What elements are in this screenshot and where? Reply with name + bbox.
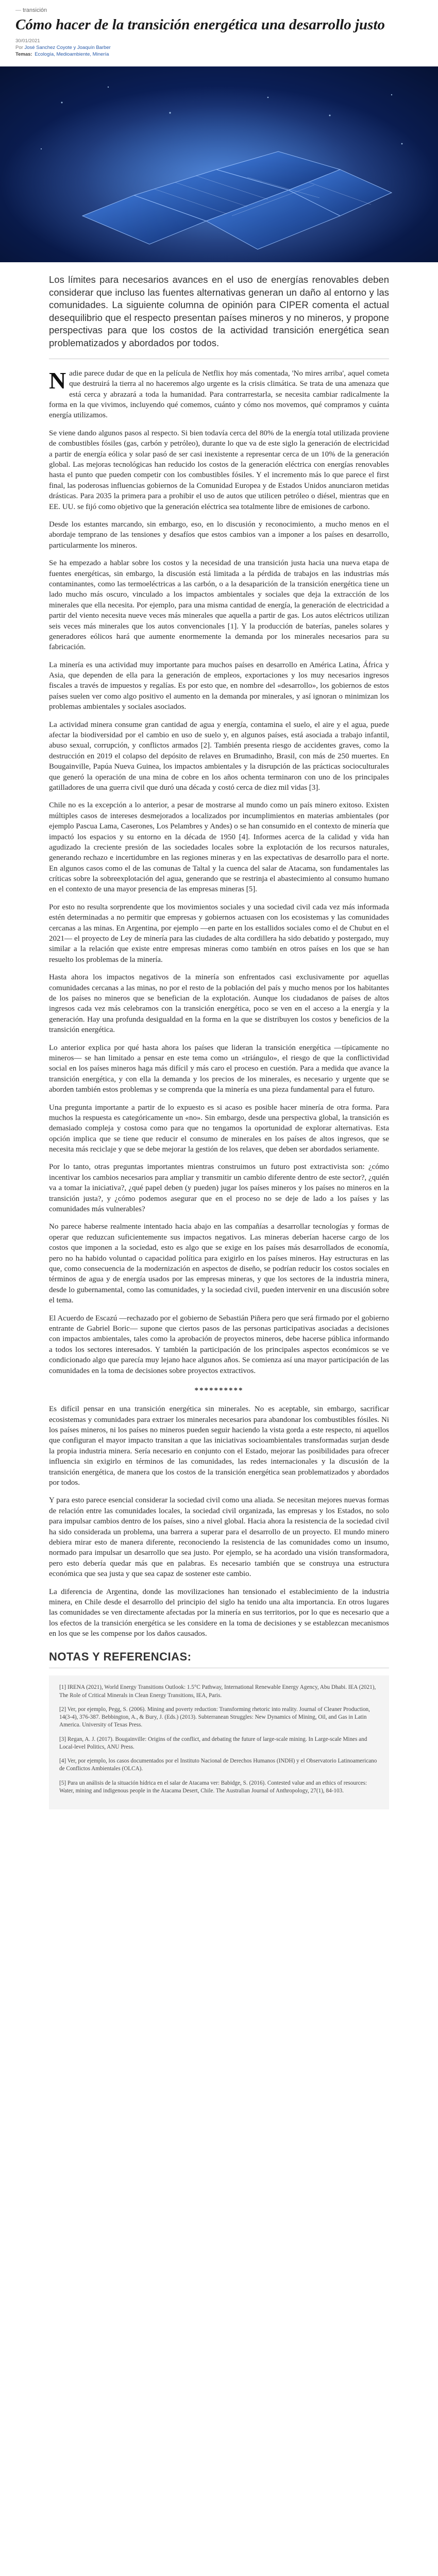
body-paragraph: La minería es una actividad muy importante para muchos países en desarrollo en América Latina, África y Asia, que dependen de ella para la generación de empleos, exportaciones y los muy necesarios ingresos fiscales a través de impuestos y regalías. Es por esto que, en nombre del «desarrollo», los gobiernos de estos países suelen ver como algo positivo el aumento en la demanda por minerales, y así ignoran o minimizan los problemas ambientales y sociales asociados.: [49, 660, 389, 711]
article-body: [49, 368, 389, 1639]
authors-link[interactable]: José Sanchez Coyote y Joaquín Barber: [24, 45, 111, 51]
topics-label: Temas:: [15, 52, 32, 58]
article-date: 30/01/2021: [15, 38, 40, 44]
body-paragraph: El Acuerdo de Escazú —rechazado por el gobierno de Sebastián Piñera pero que será firmado por el gobierno entrante de Gabriel Boric— supone que ciertos pasos de las personas participativas asociadas a decisiones con impactos ambientales, tales como la aprobación de proyectos mineros, debe hacerse pública informando a todos los sectores interesados. Y también la participación de los principales aspectos económicos se ve condicionado algo que parecía muy lejano hace algunos años. Se comienza así una mayor participación de las comunidades en la toma de decisiones sobre proyectos extractivos.: [49, 1314, 389, 1375]
notes-list: [49, 1675, 389, 1809]
body-paragraph: Por esto no resulta sorprendente que los movimientos sociales y una sociedad civil cada vez más informada estén determinadas a no permitir que empresas y gobiernos actuasen con los ecosistemas y las comunidades cercanas a las minas. En Argentina, por ejemplo —en parte en los estallidos sociales como el de Chubut en el 2021— el proyecto de Ley de minería para las ciudades de alta cordillera ha sido debatido y postergado, muy similar a la relación que existe entre empresas mineras como también en otros países en los que se han resuelto los problemas de la minería.: [49, 903, 389, 964]
note-item: [1] IRENA (2021), World Energy Transitions Outlook: 1.5°C Pathway, International Renewable Energy Agency, Abu Dhabi. IEA (2021), The Role of Critical Minerals in Clean Energy Transitions, IEA, Paris.: [59, 1684, 376, 1699]
solar-panels-illustration: [0, 66, 438, 262]
article-abstract: Los límites para necesarios avances en el uso de energías renovables deben considerar que incluso las fuentes alternativas generan un daño al entorno y las comunidades. La siguiente columna de opinión para CIPER comenta el actual desequilibrio que el respecto presentan países mineros y no mineros, y propone perspectivas para que los costos de la actividad transición energética sean problematizados y abordados por todos.: [49, 274, 389, 348]
body-paragraph: Lo anterior explica por qué hasta ahora los países que lideran la transición energética —típicamente no mineros— se han limitado a pensar en este tema como un «triángulo», el riesgo de que la conflictividad social en los países mineros haga más difícil y más caro el proceso en cuestión. Para a medida que avance la transición energética, y con ella la demanda y los precios de los minerales, es necesario y urgente que se aborden también estos problemas y se comprenda que la minería es una pieza fundamental para el futuro.: [49, 1043, 389, 1094]
body-paragraph: Y para esto parece esencial considerar la sociedad civil como una aliada. Se necesitan mejores nuevas formas de relación entre las comunidades locales, la sociedad civil organizada, las empresas y los Estados, no solo para impulsar cambios dentro de los países, sino a nivel global. Hacia ahora la resistencia de la sociedad civil ha sido considerada un problema, una barrera a superar para el desarrollo de un proyecto. El mundo minero debiera mirar esto de manera diferente, reconociendo la resistencia de las comunidades como un insumo, normado para impulsar un desarrollo que sea justo. Por ejemplo, se ha acordado una visión transformadora, pero esto debería quedar más que en palabras. Es necesario también que se construya una estructura económica que sea justa y que sea capaz de sostener este cambio.: [49, 1496, 389, 1579]
body-paragraph: Desde los estantes marcando, sin embargo, eso, en lo discusión y reconocimiento, a mucho menos en el abordaje temprano de las tensiones y desafíos que estos cambios van a imponer a los países en desarrollo, particularmente los mineros.: [49, 520, 389, 550]
note-item: [4] Ver, por ejemplo, los casos documentados por el Instituto Nacional de Derechos Humanos (INDH) y el Observatorio Latinoamericano de Conflictos Ambientales (OLCA).: [59, 1758, 377, 1772]
article-header: [0, 0, 438, 62]
article-title: Cómo hacer de la transición energética una desarrollo justo: [15, 16, 385, 33]
section-separator: **********: [194, 1386, 244, 1395]
article-authors: [15, 45, 423, 50]
notes-heading: NOTAS Y REFERENCIAS:: [49, 1650, 389, 1668]
body-paragraph: La diferencia de Argentina, donde las movilizaciones han tensionado el establecimiento de la industria minera, en Chile desde el desarrollo del principio del siglo ha tenido una alta importancia. En otros lugares las comunidades se ven directamente afectadas por la minería en sus territorios, por lo que es necesario que a los efectos de la transición energética se les considere en la toma de decisiones y se establezcan mecanismos en los que se les compense por los daños causados.: [49, 1587, 389, 1638]
notes-section: [49, 1650, 389, 1809]
authors-prefix: Por: [15, 45, 23, 51]
body-paragraph: Se ha empezado a hablar sobre los costos y la necesidad de una transición justa hacia una nueva etapa de fuentes energéticas, sin embargo, la discusión está limitada a la pérdida de trabajos en las industrias más contaminantes, como las termoeléctricas a las carbón, o a la desaparición de la transición energética tiene un lado mucho más oscuro, vinculado a los impactos ambientales y sociales que deja la extracción de los minerales que ella necesita. Por ejemplo, para una misma cantidad de energía, la generación de electricidad a partir del viento necesita nueve veces más minerales que aquella a partir de gas. Los autos eléctricos utilizan seis veces más minerales que los autos convencionales [1]. Y la producción de baterías, paneles solares y generadores eólicos hará que aumente enormemente la demanda por los minerales necesarios para su fabricación.: [49, 559, 389, 652]
body-paragraph: Hasta ahora los impactos negativos de la minería son enfrentados casi exclusivamente por aquellas comunidades cercanas a las minas, no por el resto de la población del país y mucho menos por los habitantes de los países no mineros que se benefician de la explotación. Aunque los ciudadanos de países de altos ingresos cada vez más celebramos con la transición energética, poco se ven en el acceso a la energía y la generación. Hay una profunda desigualdad en la forma en la que se distribuyen los costos y beneficios de la transición energética.: [49, 973, 389, 1035]
section-label[interactable]: — transición: [15, 7, 423, 13]
body-paragraph: Una pregunta importante a partir de lo expuesto es si acaso es posible hacer minería de otra forma. Para muchos la respuesta es categóricamente un «no». Sin embargo, desde una perspectiva global, la transición es demasiado compleja y costosa como para que no tengamos la oportunidad de explorar alternativas. Esta opción implica que se tiene que reducir el consumo de minerales en los países de altos ingresos, que se necesita más reciclaje y que se debe mejorar la gestión de los relaves, que deben ser abordados seriamente.: [49, 1103, 389, 1154]
body-paragraph: No parece haberse realmente intentado hacia abajo en las compañías a desarrollar tecnologías y formas de operar que reduzcan suficientemente sus impactos negativos. Las mineras deberían hacerse cargo de los costos que imponen a la sociedad, esto es algo que se exige en los países más desarrollados de economía, pero no ha habido voluntad o capacidad política para exigirlo en los países mineros. Hay estructuras en las que, como consecuencia de la modernización en aspectos de diseño, se podrían reducir los costos sociales en términos de agua y de energía usados por las empresas mineras, y que los sectores de la industria minera, desde lo gubernamental, como las comunidades, y la sociedad civil, pueden intervenir en una discusión sobre el tema.: [49, 1223, 389, 1305]
body-paragraph: Chile no es la excepción a lo anterior, a pesar de mostrarse al mundo como un país minero exitoso. Existen múltiples casos de intereses desmejorados a localizados por incumplimientos en materias ambientales (por ejemplo Pascua Lama, Caserones, Los Pelambres y Andes) o se han consumido en el contexto de minería que impactó los espacios y su entorno en la década de 1950 [4]. Informes acerca de la calidad y vida han agudizado la creciente presión de las sociedades locales sobre la explotación de los recursos naturales, generando rechazo e incertidumbre en las regiones mineras y en las expectativas de desarrollo para el norte. En algunos casos como el de las comunas de Taltal y la cuenca del salar de Atacama, son fundamentales las críticas sobre la sobreexplotación del agua, generando que se restrinja el abastecimiento al consumo humano en el contexto de una mayor presencia de las empresas mineras [5].: [49, 801, 389, 894]
hero-image: [0, 66, 438, 262]
note-item: [5] Para un análisis de la situación hídrica en el salar de Atacama ver: Babidge, S. (2016). Contested value and an ethics of resources: Water, mining and indigenous people in the Atacama Desert, Chile. The Australian Journal of Anthropology, 27(1), 84-103.: [59, 1780, 367, 1794]
body-paragraph: La actividad minera consume gran cantidad de agua y energía, contamina el suelo, el aire y el agua, puede afectar la biodiversidad por el cambio en uso de suelo y, en algunos países, está asociada a trabajo infantil, abuso sexual, corrupción, y conflictos armados [2]. También presenta riesgo de accidentes graves, como la destrucción en 2019 el colapso del depósito de relaves en Brumadinho, Brasil, con más de 250 muertes. En Bougainville, Papúa Nueva Guinea, los impactos ambientales y la disrupción de las prácticas socioculturales que generó la operación de una mina de cobre en los años ochenta terminaron con uno de los principales gatilladores de una guerra civil que duró una década y costó cerca de diez mil vidas [3].: [49, 720, 389, 792]
topics-links[interactable]: Ecología, Medioambiente, Minería: [35, 52, 109, 58]
body-paragraph: Es difícil pensar en una transición energética sin minerales. No es aceptable, sin embargo, sacrificar ecosistemas y comunidades para extraer los minerales necesarios para abandonar los combustibles fósiles. Ni los países mineros, ni los países no mineros pueden seguir haciendo la vista gorda a este respecto, ni aquellos que configuran el mayor impacto transitan a que las iniciativas socioambientales transformadas surjan desde la propia industria minera. Sería necesario en conjunto con el Estado, mejorar las posibilidades para ofrecer influencia sin exigirlo en términos de las comunidades, las redes internacionales y la discusión de la transición energética, de manera que los costos de la transición energética sean problematizados y abordados por todos.: [49, 1405, 389, 1487]
body-paragraph: Nadie parece dudar de que en la película de Netflix hoy más comentada, 'No mires arriba', aquel cometa que destruirá la tierra al no haceremos algo urgente es la crisis climática. Se trata de una amenaza que está cerca y abrazará a toda la humanidad. Para contrarrestarla, se necesita cambiar radicalmente la forma en la que vivimos, incluyendo qué comemos, cuánto y cómo nos movemos, qué compramos y cuánta energía utilizamos.: [49, 367, 389, 420]
body-paragraph: Por lo tanto, otras preguntas importantes mientras construimos un futuro post extractivista son: ¿cómo incentivar los cambios necesarios para ampliar y transmitir un cambio diferente dentro de este sector?, ¿quién va a tomar la iniciativa?, ¿qué papel deben (y pueden) jugar los países mineros y los países no mineros en la transición justa?, y ¿cómo podemos asegurar que en el proceso no se deje de lado a los países y las comunidades más vulnerables?: [49, 1163, 389, 1214]
article-topics: [15, 52, 423, 57]
note-item: [2] Ver, por ejemplo, Pegg, S. (2006). Mining and poverty reduction: Transforming rhetoric into reality. Journal of Cleaner Production, 14(3-4), 376-387. Bebbington, A., & Bury, J. (Eds.) (2013). Subterranean Struggles: New Dynamics of Mining, Oil, and Gas in Latin America. University of Texas Press.: [59, 1706, 370, 1728]
note-item: [3] Regan, A. J. (2017). Bougainville: Origins of the conflict, and debating the future of large-scale mining. In Large-scale Mines and Local-level Politics, ANU Press.: [59, 1736, 367, 1750]
body-paragraph: Se viene dando algunos pasos al respecto. Si bien todavía cerca del 80% de la energía total utilizada proviene de combustibles fósiles (gas, carbón y petróleo), durante lo que va de este siglo la generación de electricidad a partir de energía eólica y solar pasó de ser casi inexistente a representar cerca de un 10% de la generación global. Las mejoras tecnológicas han reducido los costos de la generación eléctrica con energías renovables hasta el punto que pueden competir con los combustibles fósiles. Y el incremento más lo que parece el first final, las poderosas influencias gobiernos de la Comunidad Europea y de Estados Unidos anunciaron metidas drásticas. Para 2035 la primera para a prohibir el uso de autos que utilicen petróleo o diésel, mientras que en EE. UU. se fijó como objetivo que la generación eléctrica sea totalmente libre de emisiones de carbono.: [49, 429, 389, 511]
